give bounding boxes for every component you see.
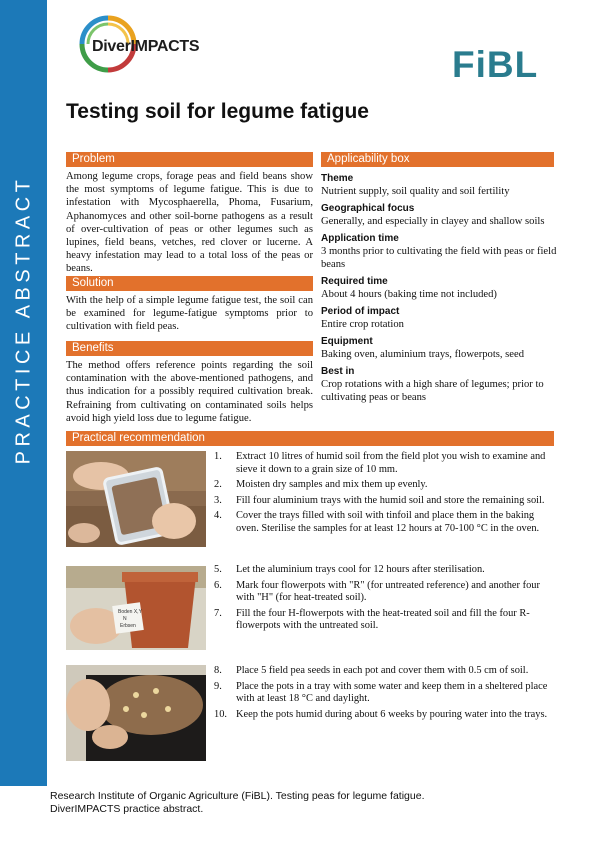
practice-abstract-label: PRACTICE ABSTRACT — [12, 175, 35, 465]
steps-group-1 — [214, 451, 554, 539]
applicability-heading: Applicability box — [321, 152, 554, 167]
equipment-value: Baking oven, aluminium trays, flowerpots, seed — [321, 349, 525, 360]
problem-text: Among legume crops, forage peas and field beans show the most symptoms of legume fatigue. This is due to infestation with Mycosphaerella, Phoma, Fusarium, Aphanomyces and other soil-borne pathogens as a result of over-cultivation of peas or other legumes such as lupines, field beans, vetches, red clover or lucerne. A heavy infestation may lead to a total loss of the peas or beans. — [66, 171, 313, 275]
diverimpacts-wordmark: DiverIMPACTS — [92, 38, 200, 55]
list-item: 1. Extract 10 litres of humid soil from the field plot you wish to examine and sieve it down to a grain size of 10 mm. — [214, 451, 546, 475]
applicability-box — [321, 170, 559, 404]
steps-group-3 — [214, 665, 554, 724]
step-text: Let the aluminium trays cool for 12 hours after sterilisation. — [236, 564, 485, 575]
problem-heading: Problem — [66, 152, 313, 167]
steps-group-2 — [214, 564, 554, 636]
solution-heading: Solution — [66, 276, 313, 291]
list-item: 4. Cover the trays filled with soil with tinfoil and place them in the baking oven. Sterilise the samples for at least 12 hours at 70-100 °C in the oven. — [214, 510, 540, 534]
application-time-value: 3 months prior to cultivating the field with peas or field beans — [321, 246, 557, 270]
step-text: Keep the pots humid during about 6 weeks by pouring water into the trays. — [236, 708, 548, 720]
step-text: Fill four aluminium trays with the humid soil and store the remaining soil. — [236, 494, 545, 506]
step-text: Cover the trays filled with soil with tinfoil and place them in the baking oven. Sterilise the samples for at least 12 hours at 70-100 °C in the oven. — [236, 510, 540, 534]
step-text: Extract 10 litres of humid soil from the field plot you wish to examine and sieve it down to a grain size of 10 mm. — [236, 451, 546, 475]
list-item: 8. Place 5 field pea seeds in each pot and cover them with 0.5 cm of soil. — [214, 665, 529, 676]
step-text: Place the pots in a tray with some water and keep them in a sheltered place with at least 18 °C and daylight. — [236, 680, 548, 705]
best-in-label: Best in — [321, 366, 355, 377]
tag-line-3: Erbsen — [120, 623, 136, 629]
footer-line-1: Research Institute of Organic Agriculture (FiBL). Testing peas for legume fatigue. — [50, 790, 425, 802]
theme-value: Nutrient supply, soil quality and soil fertility — [321, 186, 510, 197]
tag-line-2: N — [123, 616, 127, 622]
list-item: 5. Let the aluminium trays cool for 12 hours after sterilisation. — [214, 564, 485, 575]
geo-focus-value: Generally, and especially in clayey and shallow soils — [321, 216, 545, 227]
solution-text: With the help of a simple legume fatigue test, the soil can be examined for legume-fatigue symptoms prior to cultivation with field peas. — [66, 295, 313, 333]
step-text: Moisten dry samples and mix them up evenly. — [236, 479, 428, 491]
impact-period-value: Entire crop rotation — [321, 319, 404, 330]
diverimpacts-logo — [78, 14, 228, 74]
benefits-heading: Benefits — [66, 341, 313, 356]
best-in-value: Crop rotations with a high share of legumes; prior to cultivating peas or beans — [321, 379, 544, 403]
soil-sieving-photo — [66, 451, 206, 547]
pea-seeds-pot-photo — [66, 665, 206, 761]
application-time-label: Application time — [321, 233, 399, 244]
flowerpot-label-photo — [66, 566, 206, 650]
list-item: 6. Mark four flowerpots with "R" (for untreated reference) and another four with "H" (for heat-treated soil). — [214, 579, 540, 604]
tag-line-1: Boden X,Y — [118, 609, 142, 615]
impact-period-label: Period of impact — [321, 306, 400, 317]
equipment-label: Equipment — [321, 336, 373, 347]
required-time-label: Required time — [321, 276, 388, 287]
list-item: 10. Keep the pots humid during about 6 weeks by pouring water into the trays. — [214, 708, 548, 720]
required-time-value: About 4 hours (baking time not included) — [321, 289, 497, 300]
list-item: 7. Fill the four H-flowerpots with the heat-treated soil and fill the four R-flowerpots with the untreated soil. — [214, 607, 530, 632]
step-text: Fill the four H-flowerpots with the heat-treated soil and fill the four R-flowerpots with the untreated soil. — [236, 607, 530, 632]
sidebar-band — [0, 0, 47, 786]
geo-focus-label: Geographical focus — [321, 203, 415, 214]
list-item: 3. Fill four aluminium trays with the humid soil and store the remaining soil. — [214, 494, 545, 506]
list-item: 9. Place the pots in a tray with some water and keep them in a sheltered place with at least 18 °C and daylight. — [214, 680, 548, 705]
list-item: 2. Moisten dry samples and mix them up evenly. — [214, 479, 428, 491]
footer-line-2: DiverIMPACTS practice abstract. — [50, 803, 204, 815]
fibl-logo: FiBL — [452, 44, 539, 85]
benefits-text: The method offers reference points regarding the soil contamination with the above-mentioned pathogens, and thus indication for a possibly required cultivation break. Refraining from cultivating on contaminated soils helps avoid high yield loss due to legume fatigue. — [66, 360, 313, 424]
step-text: Place 5 field pea seeds in each pot and cover them with 0.5 cm of soil. — [236, 665, 529, 676]
theme-label: Theme — [321, 173, 354, 184]
recommendation-heading: Practical recommendation — [66, 431, 554, 446]
footer-citation — [50, 790, 425, 816]
page-title: Testing soil for legume fatigue — [66, 100, 369, 123]
step-text: Mark four flowerpots with "R" (for untreated reference) and another four with "H" (for heat-treated soil). — [236, 579, 540, 604]
